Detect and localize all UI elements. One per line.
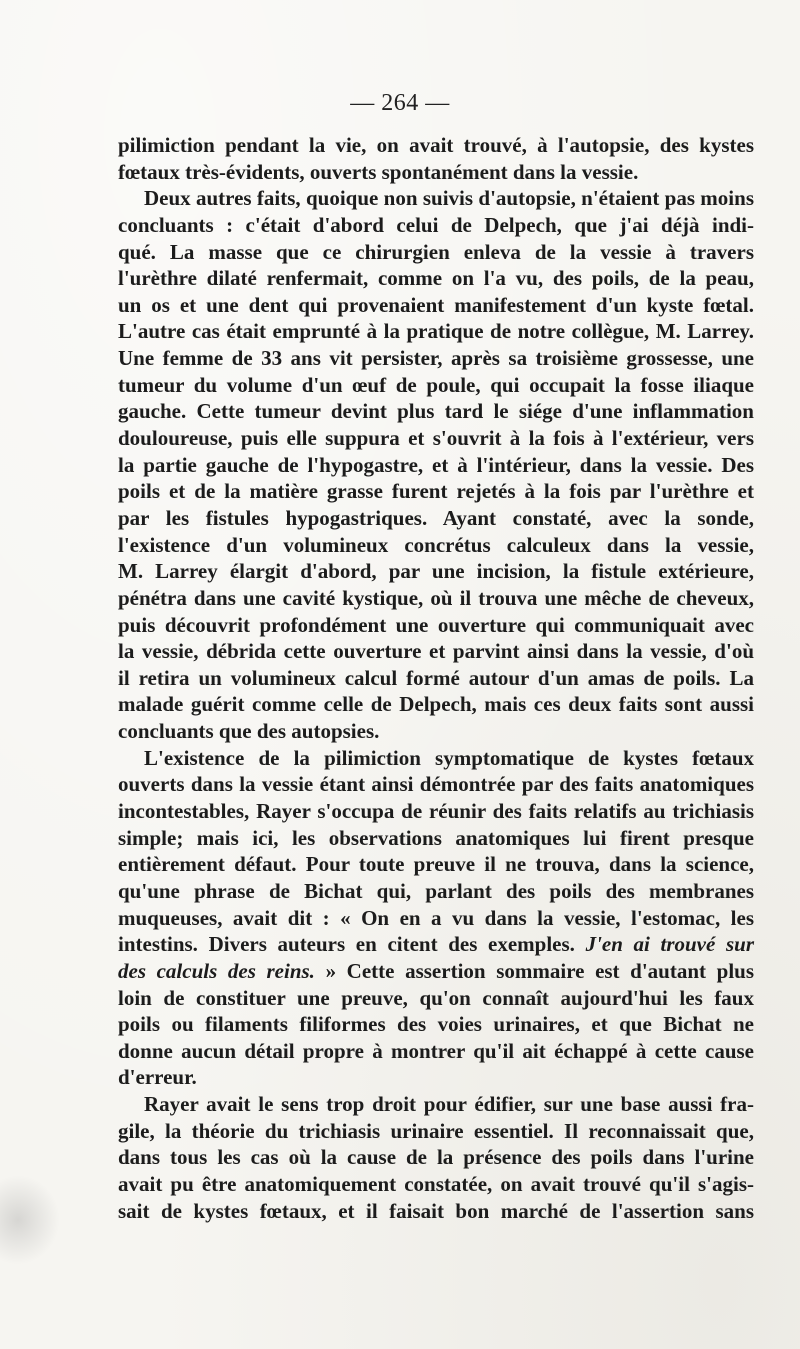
text-line: concluants : c'était d'abord celui de Delpech, que j'ai déjà indi-	[118, 212, 754, 237]
text-line: incontestables, Rayer s'occupa de réunir des faits relatifs au trichiasis	[118, 799, 754, 824]
text-line: Une femme de 33 ans vit persister, après sa troisième grossesse, une	[118, 346, 754, 371]
text-line: la vessie, débrida cette ouverture et parvint ainsi dans la vessie, d'où	[118, 639, 754, 664]
text-line: puis découvrit profondément une ouverture qui communiquait avec	[118, 612, 754, 637]
text-line: Rayer avait le sens trop droit pour édifier, sur une base aussi fra-	[144, 1092, 754, 1117]
text-line: il retira un volumineux calcul formé autour d'un amas de poils. La	[118, 665, 754, 690]
text-line: L'existence de la pilimiction symptomatique de kystes fœtaux	[144, 745, 754, 770]
paper-stain	[0, 1175, 60, 1265]
text-line: la partie gauche de l'hypogastre, et à l'intérieur, dans la vessie. Des	[118, 452, 754, 477]
text-line: L'autre cas était emprunté à la pratique de notre collègue, M. Larrey.	[118, 319, 754, 344]
text-line: pénétra dans une cavité kystique, où il trouva une mêche de cheveux,	[118, 585, 754, 610]
text-segment: intestins. Divers auteurs en citent des exemples.	[118, 932, 575, 957]
text-line: loin de constituer une preuve, qu'on connaît aujourd'hui les faux	[118, 985, 754, 1010]
text-line: sait de kystes fœtaux, et il faisait bon marché de l'assertion sans	[118, 1198, 754, 1223]
text-line: gauche. Cette tumeur devint plus tard le siége d'une inflammation	[118, 399, 754, 424]
text-line: douloureuse, puis elle suppura et s'ouvrit à la fois à l'extérieur, vers	[118, 426, 754, 451]
text-line: d'erreur.	[118, 1065, 197, 1090]
text-line: entièrement défaut. Pour toute preuve il ne trouva, dans la science,	[118, 852, 754, 877]
text-line: Deux autres faits, quoique non suivis d'autopsie, n'étaient pas moins	[144, 186, 754, 211]
text-line: par les fistules hypogastriques. Ayant constaté, avec la sonde,	[118, 505, 754, 530]
text-line: malade guérit comme celle de Delpech, mais ces deux faits sont aussi	[118, 692, 754, 717]
text-line: gile, la théorie du trichiasis urinaire essentiel. Il reconnaissait que,	[118, 1118, 754, 1143]
text-line: concluants que des autopsies.	[118, 719, 380, 744]
text-line: ouverts dans la vessie étant ainsi démontrée par des faits anatomiques	[118, 772, 754, 797]
text-line: qu'une phrase de Bichat qui, parlant des poils des membranes	[118, 878, 754, 903]
italic-quote: J'en ai trouvé sur	[585, 932, 754, 957]
text-line: fœtaux très-évidents, ouverts spontanément dans la vessie.	[118, 159, 639, 184]
page-number: — 264 —	[350, 90, 450, 116]
body-text	[118, 132, 754, 1224]
text-line: pilimiction pendant la vie, on avait trouvé, à l'autopsie, des kystes	[118, 133, 754, 157]
text-line-with-italic	[118, 958, 754, 985]
text-line-with-italic	[118, 931, 754, 958]
text-line: tumeur du volume d'un œuf de poule, qui occupait la fosse iliaque	[118, 372, 754, 397]
text-line: qué. La masse que ce chirurgien enleva de la vessie à travers	[118, 239, 754, 264]
text-line: avait pu être anatomiquement constatée, on avait trouvé qu'il s'agis-	[118, 1171, 754, 1196]
text-line: un os et une dent qui provenaient manifestement d'un kyste fœtal.	[118, 292, 754, 317]
text-line: poils et de la matière grasse furent rejetés à la fois par l'urèthre et	[118, 479, 754, 504]
text-line: l'urèthre dilaté renfermait, comme on l'a vu, des poils, de la peau,	[118, 266, 754, 291]
text-line: donne aucun détail propre à montrer qu'il ait échappé à cette cause	[118, 1038, 754, 1063]
text-line: M. Larrey élargit d'abord, par une incision, la fistule extérieure,	[118, 559, 754, 584]
text-line: l'existence d'un volumineux concrétus calculeux dans la vessie,	[118, 532, 754, 557]
italic-quote: des calculs des reins.	[118, 958, 315, 983]
text-line: poils ou filaments filiformes des voies urinaires, et que Bichat ne	[118, 1012, 754, 1037]
text-line: dans tous les cas où la cause de la présence des poils dans l'urine	[118, 1145, 754, 1170]
text-line: simple; mais ici, les observations anatomiques lui firent presque	[118, 825, 754, 850]
text-line: muqueuses, avait dit : « On en a vu dans la vessie, l'estomac, les	[118, 905, 754, 930]
text-segment: » Cette assertion sommaire est d'autant plus	[325, 958, 755, 983]
